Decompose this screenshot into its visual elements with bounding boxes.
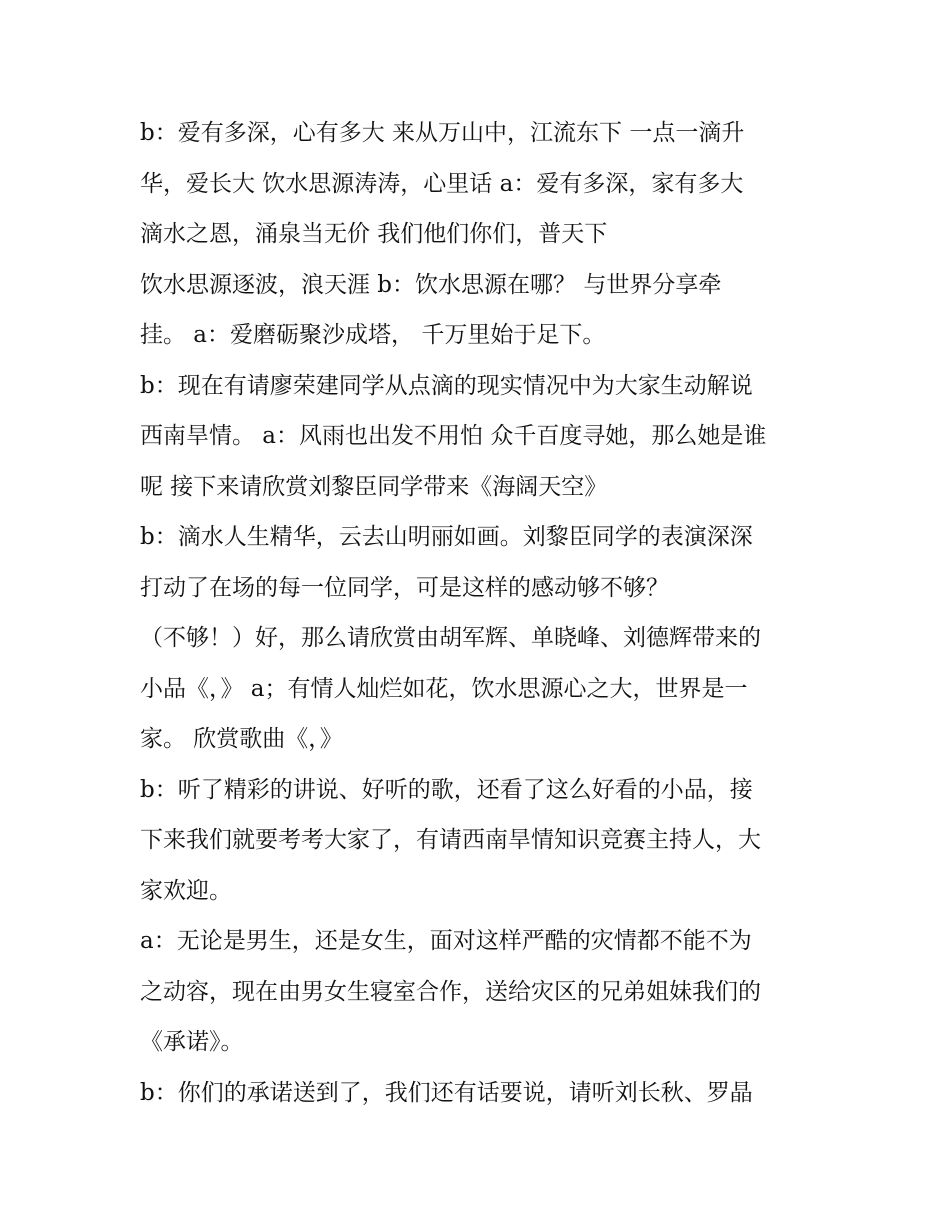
text-line: 小品《，》 a；有情人灿烂如花，饮水思源心之大，世界是一	[140, 675, 748, 702]
text-line: 家。 欣赏歌曲《，》	[140, 726, 343, 752]
script-text	[140, 108, 820, 1118]
text-line: 家欢迎。	[140, 877, 232, 904]
text-line: 饮水思源逐波，浪天涯 b：饮水思源在哪？ 与世界分享牵	[140, 271, 722, 298]
text-line: （不够！）好，那么请欣赏由胡军辉、单晓峰、刘德辉带来的	[140, 625, 761, 651]
text-line: b：爱有多深，心有多大 来从万山中，江流东下 一点一滴升	[140, 120, 745, 146]
text-line: b：滴水人生精华，云去山明丽如画。刘黎臣同学的表演深深	[140, 524, 753, 550]
text-line: 下来我们就要考考大家了，有请西南旱情知识竞赛主持人，大	[140, 827, 761, 853]
text-line: 滴水之恩，涌泉当无价 我们他们你们，普天下	[140, 221, 608, 247]
text-line: 打动了在场的每一位同学，可是这样的感动够不够？	[140, 574, 669, 601]
text-line: b：你们的承诺送到了，我们还有话要说，请听刘长秋、罗晶	[140, 1079, 753, 1106]
text-line: b：听了精彩的讲说、好听的歌，还看了这么好看的小品，接	[140, 776, 753, 803]
text-line: a：无论是男生，还是女生，面对这样严酷的灾情都不能不为	[140, 928, 752, 954]
text-line: b：现在有请廖荣建同学从点滴的现实情况中为大家生动解说	[140, 372, 753, 399]
text-line: 《承诺》。	[140, 1029, 244, 1055]
text-line: 华，爱长大 饮水思源涛涛，心里话 a：爱有多深，家有多大	[140, 170, 744, 197]
text-line: 挂。 a：爱磨砺聚沙成塔， 千万里始于足下。	[140, 322, 606, 348]
text-line: 之动容，现在由男女生寝室合作，送给灾区的兄弟姐妹我们的	[140, 978, 761, 1005]
text-line: 西南旱情。 a：风雨也出发不用怕 众千百度寻她，那么她是谁	[140, 423, 767, 449]
text-line: 呢 接下来请欣赏刘黎臣同学带来《海阔天空》	[140, 473, 608, 500]
